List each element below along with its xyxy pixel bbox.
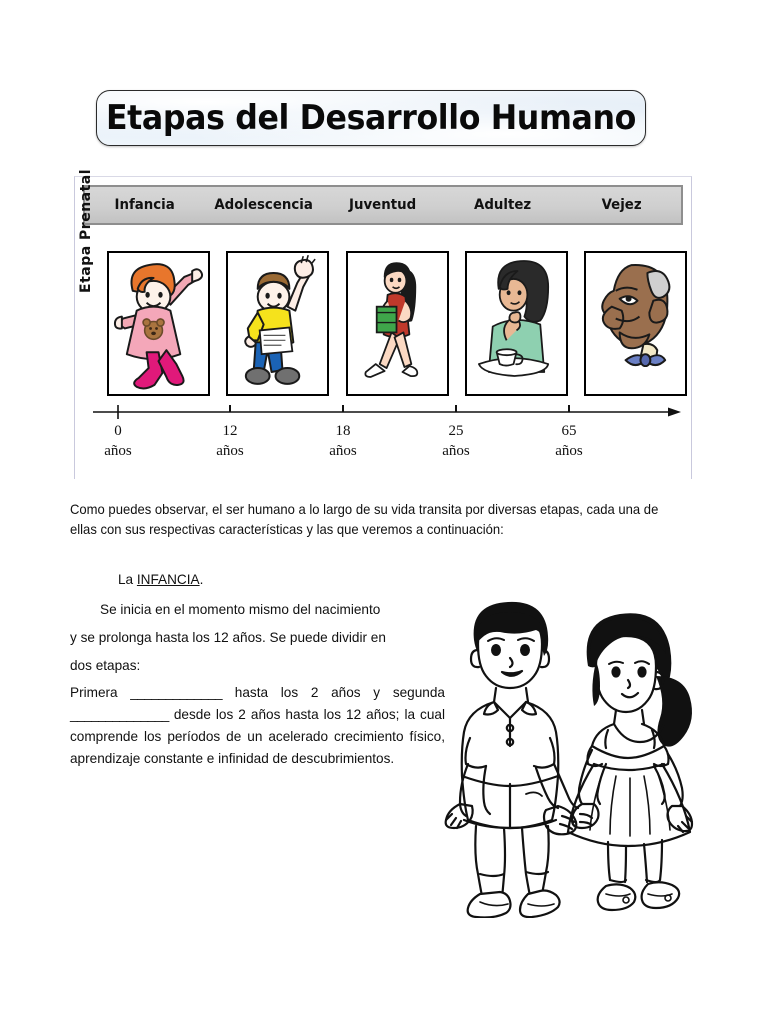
panel-adolescencia: [226, 251, 329, 396]
tick-label-0: 0 años: [104, 423, 132, 460]
human-development-stages-figure: [74, 168, 692, 479]
section-heading-suffix: .: [199, 572, 204, 587]
detail-text-b: hasta los 2 años y segunda: [222, 684, 445, 700]
fill-blank-1[interactable]: _____________: [130, 684, 223, 700]
prenatal-stage-label: Etapa Prenatal: [78, 168, 94, 293]
detail-text-c: desde los 2 años hasta los 12 años; la cual comprende los períodos de un acelerado crecimiento físico, aprendizaje constante e infinidad de descubrimientos.: [70, 706, 445, 766]
panel-adultez: [465, 251, 568, 396]
panel-vejez: [584, 251, 687, 396]
detail-text-a: Primera: [70, 684, 131, 700]
timeline-axis-labels: [93, 421, 681, 471]
page-title-banner: [96, 90, 646, 146]
tick-label-18: 18 años: [329, 423, 357, 460]
infancia-line-2: y se prolonga hasta los 12 años. Se puede dividir en: [70, 629, 386, 645]
stage-header-bar: [83, 185, 683, 225]
tick-label-65: 65 años: [555, 423, 583, 460]
title-box: [96, 90, 646, 146]
section-heading-prefix: La: [118, 572, 137, 587]
infancia-intro-lines: [70, 596, 445, 680]
section-heading-infancia: [118, 572, 203, 587]
infancia-line-3: dos etapas:: [70, 657, 141, 673]
stage-label-adultez: Adultez: [473, 197, 531, 213]
stage-illustration-panels: [107, 251, 687, 396]
infancia-body-text: [70, 596, 445, 770]
panel-infancia: [107, 251, 210, 396]
stage-label-juventud: Juventud: [349, 197, 417, 213]
infancia-line-1: Se inicia en el momento mismo del nacimiento: [100, 602, 381, 617]
page-title: Etapas del Desarrollo Humano: [105, 98, 637, 138]
boy-and-girl-holding-hands-illustration: [430, 588, 702, 918]
panel-juventud: [346, 251, 449, 396]
tick-label-12: 12 años: [216, 423, 244, 460]
tick-label-25: 25 años: [442, 423, 470, 460]
section-heading-term: INFANCIA: [136, 572, 200, 587]
stage-label-infancia: Infancia: [114, 197, 175, 213]
stage-label-vejez: Vejez: [601, 197, 642, 213]
intro-paragraph: Como puedes observar, el ser humano a lo largo de su vida transita por diversas etapas, cada una de ellas con sus respectivas características y las que veremos a continuación:: [70, 502, 659, 537]
stage-label-adolescencia: Adolescencia: [214, 197, 314, 213]
timeline-axis: [93, 405, 681, 417]
fill-blank-2[interactable]: ______________: [70, 706, 169, 722]
infancia-detail-paragraph: [70, 682, 445, 770]
